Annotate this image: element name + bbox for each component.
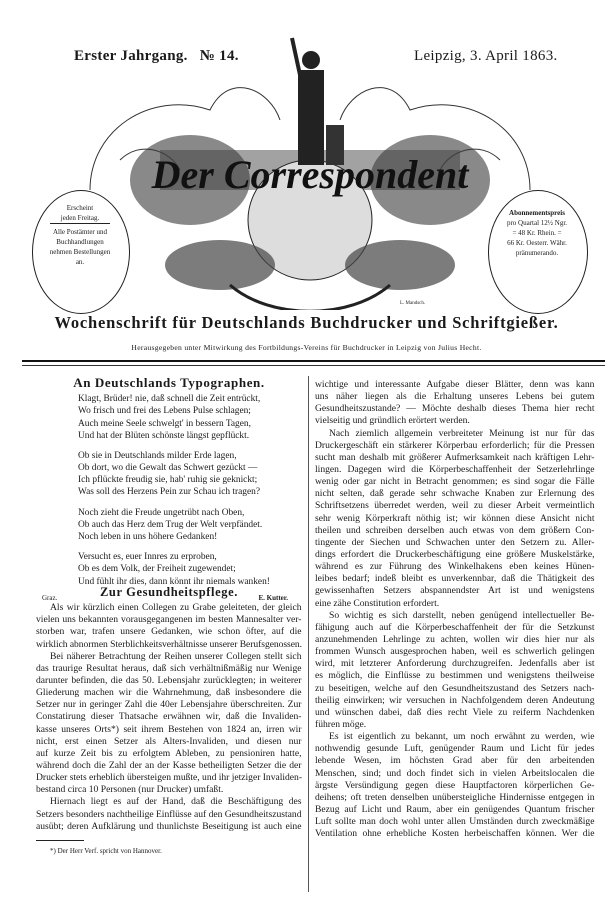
text-line: Druckergeschäft ein stärkerer Körperbau erforderlich; für die Pressen bbox=[315, 439, 595, 451]
text-line: gewissenhaften Setzers abspannendster Art ist und wenigstens bbox=[315, 585, 595, 597]
text-line: Luft sollte man doch wohl unter allen Umständen durch zweckmäßige bbox=[315, 816, 595, 828]
poem-stanzas bbox=[78, 393, 302, 588]
text-line: nothwendig gesunde Luft, genügender Raum und Licht für jedes bbox=[315, 743, 595, 755]
poem-line: Klagt, Brüder! nie, daß schnell die Zeit entrückt, bbox=[78, 394, 261, 405]
footnote-rule bbox=[36, 840, 84, 841]
text-line: Schriftsetzens überredet werden, weil zu dieser Arbeit vermeintlich bbox=[315, 500, 595, 512]
text-line: theilig einwirken; wir versuchen in Nachfolgendem deren Andeutung bbox=[315, 694, 595, 706]
article-left-column bbox=[36, 586, 302, 857]
text-line: uns näher liegen als die Erhaltung unseres Lebens bei gutem bbox=[315, 391, 595, 403]
text-line: dings erfordert die Druckerbeschäftigung eine größere Muskelstärke, bbox=[315, 548, 595, 560]
text-line: leibes bedarf; indeß bleibt es unverkennbar, daß die Thätigkeit des bbox=[315, 573, 595, 585]
article-body-left bbox=[36, 602, 302, 833]
text-line: führen möge. bbox=[315, 718, 367, 730]
text-line: lebende Wesen, im höchsten Grad aber für den arbeitenden bbox=[315, 755, 595, 767]
info-line: jeden Freitag. bbox=[50, 213, 110, 224]
text-line: sehr wenig Körperkraft nöthig ist; wir können diese Ansicht nicht bbox=[315, 512, 595, 524]
text-line: ärgste Versündigung gegen diese Hauptfactoren körperlichen Ge- bbox=[315, 779, 595, 791]
text-line: es möglich, die Einflüsse zu bestimmen und wenigstens theilweise bbox=[315, 670, 595, 682]
text-line: während es zur Führung des Winkelhakens eben keines Hünen- bbox=[315, 561, 595, 573]
poem-line: Noch zieht die Freude ungetrübt nach Oben, bbox=[78, 507, 245, 518]
poem-line: Noch leben in uns höhere Gedanken! bbox=[78, 532, 218, 543]
poem-line: Ob dort, wo die Gewalt das Schwert gezückt — bbox=[78, 463, 258, 474]
text-line: Es ist eigentlich zu bekannt, um noch erwähnt zu werden, wie bbox=[329, 731, 595, 743]
dateline: Leipzig, 3. April 1863. bbox=[414, 48, 558, 64]
text-line: frommen Wunsch ausgesprochen haben, weil es schwerlich gelingen bbox=[315, 646, 595, 658]
text-line: bestand circa 10 Personen (nur Drucker) umfaßt. bbox=[36, 784, 224, 796]
poem-line: Ob es dem Volk, der Freiheit zugewendet; bbox=[78, 564, 236, 575]
text-line: wirklich abnormen Sterblichkeitsverhältnisse unserer Berufsgenossen. bbox=[36, 638, 303, 650]
text-line: Hiernach liegt es auf der Hand, daß die Beschäftigung des bbox=[50, 796, 302, 808]
engraver-signature: L. Mandsch. bbox=[400, 301, 426, 306]
text-line: theilen und schreiben derselben auch etwas von dem größern Con- bbox=[315, 524, 595, 536]
text-line: das traurige Resultat heraus, daß sich verhältnißmäßig nur Wenige bbox=[36, 662, 302, 674]
column-divider bbox=[308, 376, 309, 892]
text-line: So wichtig es sich darstellt, neben genügend intellectueller Be- bbox=[329, 609, 595, 621]
text-line: tingente der Siechen und Schwachen unter den Setzern zu. Aller- bbox=[315, 536, 595, 548]
text-line: Constatirung dieser Thatsache erwähnen wir, daß die Invaliden- bbox=[36, 711, 302, 723]
info-line: Buchhandlungen bbox=[56, 238, 104, 246]
info-line: 66 Kr. Oesterr. Währ. bbox=[507, 239, 567, 247]
poem-line: Und fühlt ihr dies, dann könnt ihr niemals wanken! bbox=[78, 576, 270, 587]
text-line: Setzer nur in geringer Zahl die 40er Lebensjahre überschreiten. Zur bbox=[36, 699, 302, 711]
text-line: Ventilation ohne erhebliche Kosten herbeischaffen können. Wer die bbox=[315, 828, 595, 840]
header-rule bbox=[22, 360, 605, 362]
text-line: darunter befinden, die das 50. Lebensjahr zurücklegten; in weiterer bbox=[36, 675, 302, 686]
article-body-right bbox=[315, 379, 595, 840]
poem-line: Ob sie in Deutschlands milder Erde lagen, bbox=[78, 450, 237, 461]
text-line: Nach ziemlich allgemein verbreiteter Meinung ist nur für das bbox=[329, 427, 595, 439]
text-line: wichtige und interessante Aufgabe dieser Blätter, denn was kann bbox=[315, 379, 595, 390]
poem-line: Was soll des Herzens Pein zur Schau ich tragen? bbox=[78, 487, 260, 498]
poem-author: E. Kutter. bbox=[258, 593, 288, 602]
text-line: Bezug auf Licht und Raum, aber ein genügendes Quantum frischer bbox=[315, 803, 595, 815]
text-line: nicht, erst einen Setzer als Alters-Invaliden, und diesen nur bbox=[36, 735, 302, 747]
stanza-gap bbox=[78, 499, 302, 507]
editor-line: Herausgegeben unter Mitwirkung des Fortbildungs-Vereins für Buchdrucker in Leipzig von Julius Hecht. bbox=[131, 343, 482, 352]
info-line: Erscheint bbox=[66, 204, 94, 212]
info-line: = 48 Kr. Rhein. = bbox=[512, 229, 562, 237]
text-line: Als wir kürzlich einen Collegen zu Grabe geleiteten, der gleich bbox=[50, 602, 302, 614]
text-line: deihens; oft treten denselben unübersteigliche Hindernisse entgegen in bbox=[315, 791, 595, 803]
text-line: zu beseitigen, welche auf den Gesundheitszustand des Setzers nach- bbox=[315, 682, 595, 694]
stanza-gap bbox=[78, 442, 302, 450]
text-line: und wünschen dabei, daß dies recht Viele zu reiferm Nachdenken bbox=[315, 706, 595, 718]
poem-line: Wo frisch und frei des Lebens Pulse schlagen; bbox=[78, 406, 251, 417]
publication-info bbox=[36, 203, 124, 267]
info-line: pränumerando. bbox=[515, 249, 559, 257]
info-line: Abonnementspreis bbox=[509, 209, 565, 217]
text-line: vielseitig und gründlich erörtert werden. bbox=[315, 415, 470, 427]
text-line: wird, mit letzterer Anforderung durchzugreifen. Jedenfalls aber ist bbox=[315, 658, 595, 670]
volume-text: Erster Jahrgang. bbox=[74, 48, 188, 64]
text-line: anzunehmenden Lehrlinge zu achten, wollen wir dies hier nur als bbox=[315, 633, 595, 645]
text-line: wenig oder gar nicht in Betracht genommen; es sind sogar die Fälle bbox=[315, 476, 595, 488]
poem-place: Graz. bbox=[42, 593, 58, 602]
info-line: Alle Postämter und bbox=[52, 228, 108, 236]
text-line: Menschen, sind; und doch findet sich in vielen Arbeitslocalen die bbox=[315, 767, 595, 779]
text-line: eine zähe Constitution erfordert. bbox=[315, 597, 440, 609]
text-line: vielen uns bekannten vorausgegangenen im besten Mannesalter ver- bbox=[36, 614, 302, 626]
text-line: während doch die Zahl der an der Kasse betheiligten Setzer die der bbox=[36, 759, 302, 771]
poem-title: An Deutschlands Typographen. bbox=[73, 375, 265, 390]
text-line: Bei näherer Betrachtung der Reihen unserer Collegen stellt sich bbox=[50, 650, 302, 662]
text-line: ausübt; deren Aufklärung und thunlichste Beseitigung ist auch eine bbox=[36, 820, 302, 832]
text-line: Drucker stets erheblich übersteigen mußte, und ihr jetziger Invaliden- bbox=[36, 772, 303, 784]
text-line: Setzers besonders nachtheilige Einflüsse auf den Gesundheitszustand bbox=[36, 808, 302, 820]
text-line: kasse unseres Orts*) seit ihrem Bestehen von 1824 an, irren wir bbox=[36, 723, 302, 735]
text-line: auf kurze Zeit bis zu erfolgtem Ableben, zu pensioniren hatte, bbox=[36, 747, 302, 759]
poem-line: Und hat der Blüten schönste längst gepflückt. bbox=[78, 430, 250, 441]
footnote: *) Der Herr Verf. spricht von Hannover. bbox=[50, 846, 162, 855]
header-rule-thin bbox=[22, 365, 605, 366]
stanza-gap bbox=[78, 543, 302, 551]
text-line: fähigung auch auf die Körperbeschaffenheit der für die Setzkunst bbox=[315, 621, 595, 633]
text-line: Gesundheitszustande? — Möchte deshalb dieses Thema hier recht bbox=[315, 403, 595, 415]
poem-line: Auch meine Seele schwelgt' in bessern Tagen, bbox=[78, 418, 251, 429]
masthead-subtitle: Wochenschrift für Deutschlands Buchdrucker und Schriftgießer. bbox=[54, 313, 559, 332]
article-title: Zur Gesundheitspflege. bbox=[100, 585, 238, 599]
poem-line: Ob auch das Herz dem Trug der Welt verpfändet. bbox=[78, 519, 263, 530]
text-line: Gliederung machen wir die Wahrnehmung, daß insbesondere die bbox=[36, 687, 302, 699]
text-line: storben war, trafen unsere Gedanken, wie schon öfter, auf die bbox=[36, 626, 302, 638]
info-line: an. bbox=[75, 258, 85, 266]
text-line: nicht selten, daß gerade sehr schwache Knaben zur Erlernung des bbox=[315, 488, 595, 500]
subscription-info bbox=[494, 208, 580, 258]
text-line: sucht man deshalb mit größerer Aufmerksamkeit nach kräftigen Lehr- bbox=[315, 451, 595, 463]
issue-number: № 14. bbox=[199, 48, 239, 64]
text-line: lingen. Dagegen wird die Körperbeschaffenheit der Setzerlehrlinge bbox=[315, 463, 595, 475]
poem-line: Versucht es, euer Innres zu erproben, bbox=[78, 552, 217, 563]
info-line: nehmen Bestellungen bbox=[49, 248, 111, 256]
masthead-logo-title: Der Correspondent bbox=[151, 152, 469, 197]
poem bbox=[36, 377, 302, 604]
info-line: pro Quartal 12½ Ngr. bbox=[506, 219, 568, 227]
poem-line: Ich pflückte freudig sie, hab' ruhig sie geknickt; bbox=[78, 475, 258, 486]
